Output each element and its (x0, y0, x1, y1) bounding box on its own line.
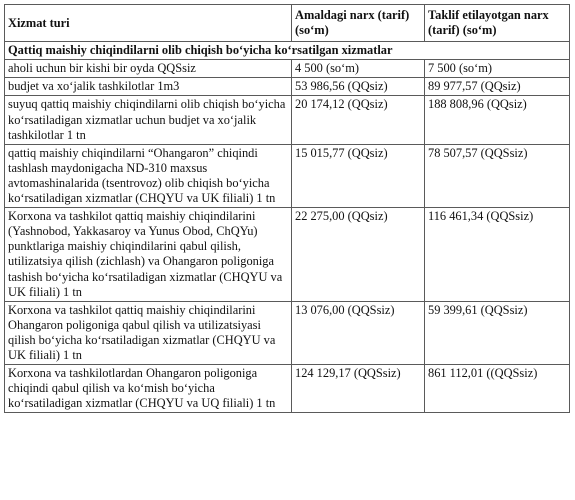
table-row (5, 301, 570, 364)
tariff-document (4, 4, 569, 413)
service-cell: aholi uchun bir kishi bir oyda QQSsiz (5, 60, 292, 78)
service-cell: budjet va xo‘jalik tashkilotlar 1m3 (5, 78, 292, 96)
service-cell: qattiq maishiy chiqindilarni “Ohangaron” chiqindi tashlash maydonigacha ND-310 maxsus avtomashinalarida (tsentrovoz) olib chiqish bo‘yicha ko‘rsatiladigan xizmatlar (CHQYU va UK filiali) 1 tn (5, 144, 292, 207)
service-cell: Korxona va tashkilot qattiq maishiy chiqindilarini Ohangaron poligoniga qabul qilish va utilizatsiyasi qilish bo‘yicha ko‘rsatiladigan xizmatlar (CHQYU va UK filiali) 1 tn (5, 301, 292, 364)
proposed-price-cell: 116 461,34 (QQSsiz) (425, 208, 570, 302)
header-service-type: Xizmat turi (5, 5, 292, 42)
table-row (5, 208, 570, 302)
section-title: Qattiq maishiy chiqindilarni olib chiqish bo‘yicha ko‘rsatilgan xizmatlar (5, 42, 570, 60)
table-row (5, 96, 570, 144)
table-row (5, 365, 570, 413)
proposed-price-cell: 59 399,61 (QQSsiz) (425, 301, 570, 364)
table-row (5, 60, 570, 78)
current-price-cell: 53 986,56 (QQsiz) (292, 78, 425, 96)
table-header-row (5, 5, 570, 42)
proposed-price-cell: 188 808,96 (QQsiz) (425, 96, 570, 144)
table-row (5, 78, 570, 96)
current-price-cell: 124 129,17 (QQSsiz) (292, 365, 425, 413)
proposed-price-cell: 7 500 (so‘m) (425, 60, 570, 78)
section-row (5, 42, 570, 60)
service-cell: Korxona va tashkilotlardan Ohangaron poligoniga chiqindi qabul qilish va ko‘mish bo‘yicha ko‘rsatiladigan xizmatlar (CHQYU va UQ filiali) 1 tn (5, 365, 292, 413)
header-proposed-price: Taklif etilayotgan narx (tarif) (so‘m) (425, 5, 570, 42)
current-price-cell: 13 076,00 (QQSsiz) (292, 301, 425, 364)
proposed-price-cell: 89 977,57 (QQsiz) (425, 78, 570, 96)
service-cell: suyuq qattiq maishiy chiqindilarni olib chiqish bo‘yicha ko‘rsatiladigan xizmatlar uchun budjet va xo‘jalik tashkilotlar 1 tn (5, 96, 292, 144)
table-row (5, 144, 570, 207)
header-current-price: Amaldagi narx (tarif) (so‘m) (292, 5, 425, 42)
current-price-cell: 15 015,77 (QQsiz) (292, 144, 425, 207)
current-price-cell: 20 174,12 (QQsiz) (292, 96, 425, 144)
proposed-price-cell: 861 112,01 ((QQSsiz) (425, 365, 570, 413)
service-cell: Korxona va tashkilot qattiq maishiy chiqindilarini (Yashnobod, Yakkasaroy va Yunus Obod, ChQYu) punktlariga maishiy chiqindilarini qabul qilish, utilizatsiya qilish (zichlash) va Ohangaron poligoniga tashish bo‘yicha ko‘rsatiladigan xizmatlar (CHQYU va UK filiali) 1 tn (5, 208, 292, 302)
proposed-price-cell: 78 507,57 (QQSsiz) (425, 144, 570, 207)
current-price-cell: 4 500 (so‘m) (292, 60, 425, 78)
current-price-cell: 22 275,00 (QQsiz) (292, 208, 425, 302)
tariff-table (4, 4, 570, 413)
